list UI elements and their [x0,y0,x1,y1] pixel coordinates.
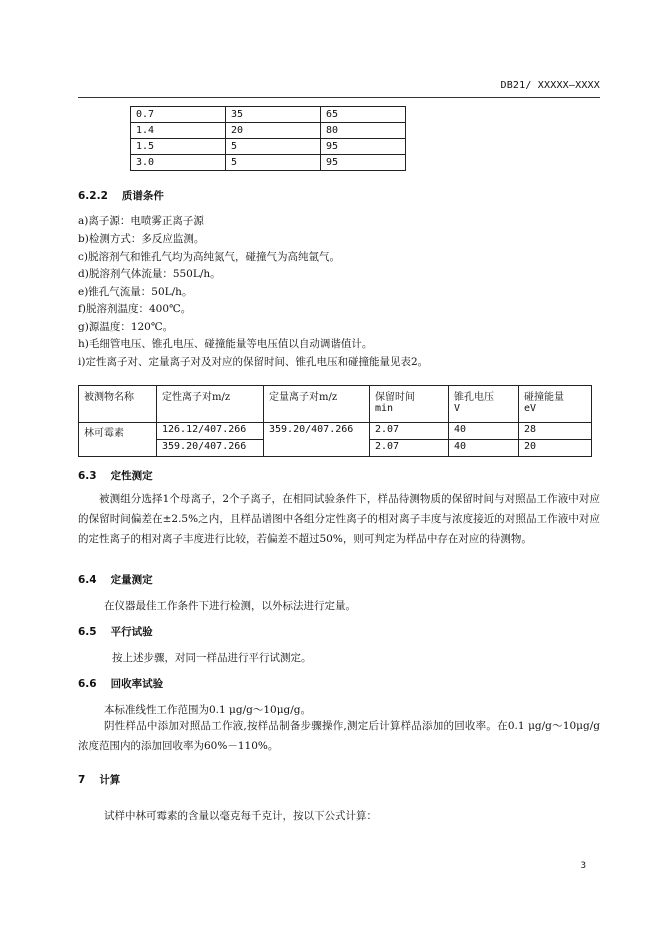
header-retention-time [370,386,449,423]
section-number: 6.4 [78,574,97,586]
analyte-cell: 林可霉素 [79,423,157,457]
header-label: 锥孔电压 [454,392,494,403]
rt-cell: 2.07 [370,423,449,440]
qual-ion-cell: 126.12/407.266 [157,423,264,440]
header-analyte: 被测物名称 [79,386,157,423]
section-title: 计算 [99,774,121,786]
condition-item: c)脱溶剂气和锥孔气均为高纯氮气，碰撞气为高纯氩气。 [78,251,340,263]
table-cell: 1.5 [131,139,226,155]
section-heading-6-2-2 [78,188,164,203]
section-number: 6.2.2 [78,190,108,202]
table-row [131,123,406,139]
condition-item: a)离子源：电喷雾正离子源 [78,215,204,227]
section-number: 7 [78,774,86,786]
header-collision-energy [519,386,592,423]
condition-item: d)脱溶剂气体流量：550L/h。 [78,268,221,280]
qual-ion-cell: 359.20/407.266 [157,440,264,457]
condition-item: i)定性离子对、定量离子对及对应的保留时间、锥孔电压和碰撞能量见表2。 [78,356,429,368]
condition-item: b)检测方式：多反应监测。 [78,233,205,245]
table-cell: 5 [226,155,321,171]
header-unit: min [375,403,394,414]
table-cell: 65 [321,107,406,123]
parallel-test-paragraph: 按上述步骤，对同一样品进行平行试测定。 [112,652,312,664]
section-title: 定量测定 [110,574,153,586]
section-number: 6.5 [78,626,97,638]
table-cell: 0.7 [131,107,226,123]
ce-cell: 20 [519,440,592,457]
header-cone-voltage [449,386,519,423]
header-label: 保留时间 [375,392,415,403]
table-cell: 1.4 [131,123,226,139]
table-row [131,139,406,155]
table-header-row [79,386,592,423]
cone-cell: 40 [449,423,519,440]
document-code: DB21/ XXXXX—XXXX [500,80,600,91]
ion-pair-table [78,385,592,457]
condition-item: f)脱溶剂温度：400℃。 [78,303,192,315]
header-quant-ion: 定量离子对m/z [264,386,370,423]
section-title: 定性测定 [110,470,153,482]
section-title: 回收率试验 [110,678,164,690]
table-cell: 95 [321,155,406,171]
calculation-paragraph: 试样中林可霉素的含量以毫克每千克计，按以下公式计算： [104,810,377,822]
section-title: 平行试验 [110,626,153,638]
header-unit: V [454,403,461,414]
header-rule [78,97,600,98]
section-heading-6-4 [78,572,153,587]
condition-item: h)毛细管电压、锥孔电压、碰撞能量等电压值以自动调谐值计。 [78,338,373,350]
section-number: 6.6 [78,678,97,690]
recovery-paragraph: 阴性样品中添加对照品工作液,按样品制备步骤操作,测定后计算样品添加的回收率。在0.1 μg/g～10μg/g浓度范围内的添加回收率为60%－110%。 [78,720,600,752]
table-cell: 5 [226,139,321,155]
condition-item: e)锥孔气流量：50L/h。 [78,286,193,298]
header-unit: eV [524,403,537,414]
section-heading-7 [78,772,120,787]
qualitative-paragraph: 被测组分选择1个母离子，2个子离子，在相同试验条件下，样品待测物质的保留时间与对照品工作液中对应的保留时间偏差在±2.5%之内，且样品谱图中各组分定性离子的相对离子丰度与浓度接近的对照品工作液中对应的定性离子的相对离子丰度进行比较，若偏差不超过50%，则可判定为样品中存在对应的待测物。 [78,493,600,545]
recovery-range-line: 本标准线性工作范围为0.1 μg/g～10μg/g。 [104,704,312,716]
ce-cell: 28 [519,423,592,440]
table-cell: 95 [321,139,406,155]
section-title: 质谱条件 [121,190,164,202]
table-row [79,423,592,440]
header-label: 碰撞能量 [524,392,564,403]
table-cell: 3.0 [131,155,226,171]
cone-cell: 40 [449,440,519,457]
condition-item: g)源温度：120℃。 [78,321,174,333]
section-heading-6-6 [78,676,163,691]
quantitative-paragraph: 在仪器最佳工作条件下进行检测，以外标法进行定量。 [104,600,356,612]
table-row [131,155,406,171]
table-cell: 80 [321,123,406,139]
page-number: 3 [580,861,586,871]
table-cell: 35 [226,107,321,123]
section-heading-6-5 [78,624,153,639]
gradient-table [130,106,406,171]
rt-cell: 2.07 [370,440,449,457]
table-cell: 20 [226,123,321,139]
section-heading-6-3 [78,468,153,483]
table-row [131,107,406,123]
header-qual-ion: 定性离子对m/z [157,386,264,423]
quant-ion-cell: 359.20/407.266 [264,423,370,457]
section-number: 6.3 [78,470,97,482]
